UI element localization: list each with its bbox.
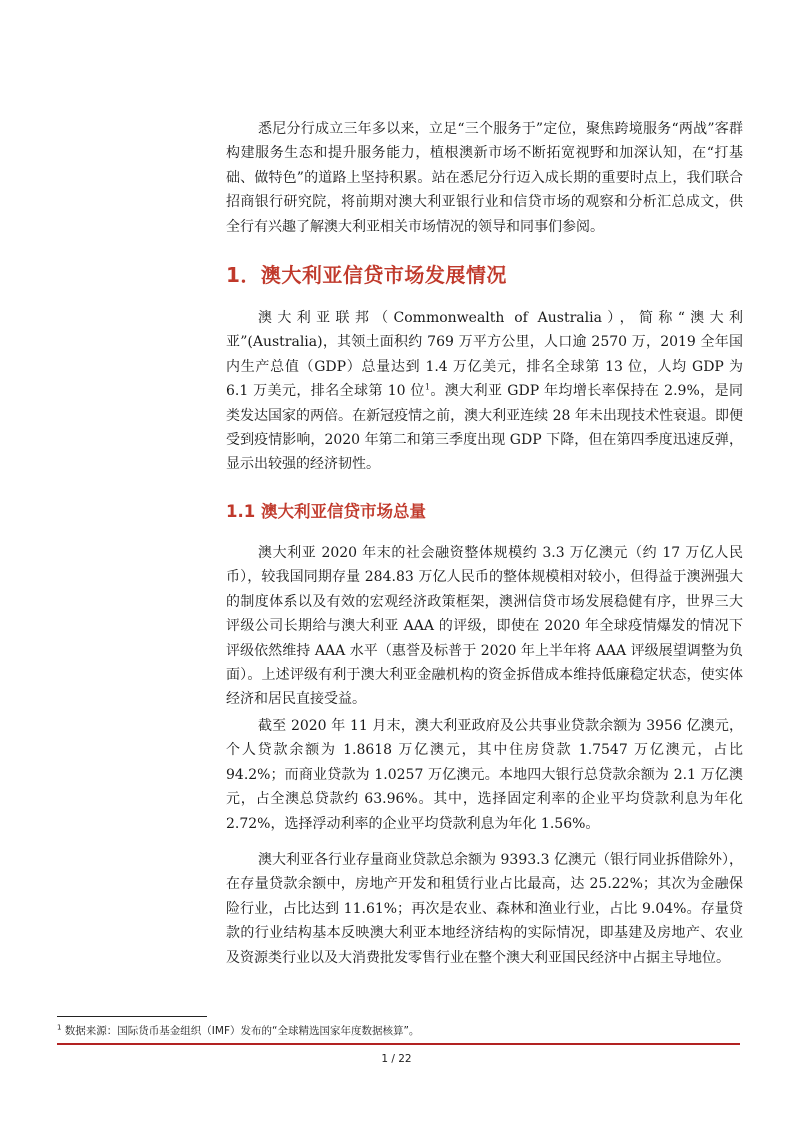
section-1-text-a: 澳大利亚联邦（Commonwealth of Australia），简称“澳大利亚”(Australia)，其领土面积约 769 万平方公里，人口逾 2570 万，2019 全年国内生产总值（GDP）总量达到 1.4 万亿美元，排名全球第 13 位，人均 GDP 为 6.1 万美元，排名全球第 10 位 xyxy=(226,310,743,400)
footnote-reference[interactable]: 1 xyxy=(424,382,430,392)
section-1-1-heading: 1.1 澳大利亚信贷市场总量 xyxy=(226,502,426,521)
footnote xyxy=(57,1023,419,1038)
section-1-1-paragraph-1: 澳大利亚 2020 年末的社会融资整体规模约 3.3 万亿澳元（约 17 万亿人民币），较我国同期存量 284.83 万亿人民币的整体规模相对较小，但得益于澳洲强大的制度体系以及有效的宏观经济政策框架，澳洲信贷市场发展稳健有序，世界三大评级公司长期给与澳大利亚 AAA 的评级，即使在 2020 年全球疫情爆发的情况下评级依然维持 AAA 水平（惠誉及标普于 2020 年上半年将 AAA 评级展望调整为负面）。上述评级有利于澳大利亚金融机构的资金拆借成本维持低廉稳定状态，使实体经济和居民直接受益。 xyxy=(226,545,743,708)
section-1-paragraph xyxy=(226,306,743,477)
section-1-1-paragraph-2: 截至 2020 年 11 月末，澳大利亚政府及公共事业贷款余额为 3956 亿澳元，个人贷款余额为 1.8618 万亿澳元，其中住房贷款 1.7547 万亿澳元，占比 94.2%；而商业贷款为 1.0257 万亿澳元。本地四大银行总贷款余额为 2.1 万亿澳元，占全澳总贷款约 63.96%。其中，选择固定利率的企业平均贷款利息为年化 2.72%，选择浮动利率的企业平均贷款利息为年化 1.56%。 xyxy=(226,718,743,832)
section-1-text-b: 。澳大利亚 GDP 年均增长率保持在 2.9%，是同类发达国家的两倍。在新冠疫情之前，澳大利亚连续 28 年未出现技术性衰退。即便受到疫情影响，2020 年第二和第三季度出现 GDP 下降，但在第四季度迅速反弹，显示出较强的经济韧性。 xyxy=(226,383,743,473)
section-1-1-paragraph-3: 澳大利亚各行业存量商业贷款总余额为 9393.3 亿澳元（银行同业拆借除外），在存量贷款余额中，房地产开发和租赁行业占比最高，达 25.22%；其次为金融保险行业，占比达到 11.61%；再次是农业、森林和渔业行业，占比 9.04%。存量贷款的行业结构基本反映澳大利亚本地经济结构的实际情况，即基建及房地产、农业及资源类行业以及大消费批发零售行业在整个澳大利亚国民经济中占据主导地位。 xyxy=(226,852,743,966)
footer-divider xyxy=(57,1043,740,1045)
footnote-divider xyxy=(57,1016,207,1017)
footnote-mark: 1 xyxy=(57,1023,62,1032)
intro-paragraph: 悉尼分行成立三年多以来，立足“三个服务于”定位，聚焦跨境服务“两战”客群构建服务生态和提升服务能力，植根澳新市场不断拓宽视野和加深认知，在“打基础、做特色”的道路上坚持积累。站在悉尼分行迈入成长期的重要时点上，我们联合招商银行研究院，将前期对澳大利亚银行业和信贷市场的观察和分析汇总成文，供全行有兴趣了解澳大利亚相关市场情况的领导和同事们参阅。 xyxy=(226,121,743,235)
footnote-text: 数据来源：国际货币基金组织（IMF）发布的“全球精选国家年度数据核算”。 xyxy=(61,1025,420,1037)
page-number: 1 / 22 xyxy=(381,1053,412,1065)
section-1-heading: 1．澳大利亚信贷市场发展情况 xyxy=(226,263,507,287)
